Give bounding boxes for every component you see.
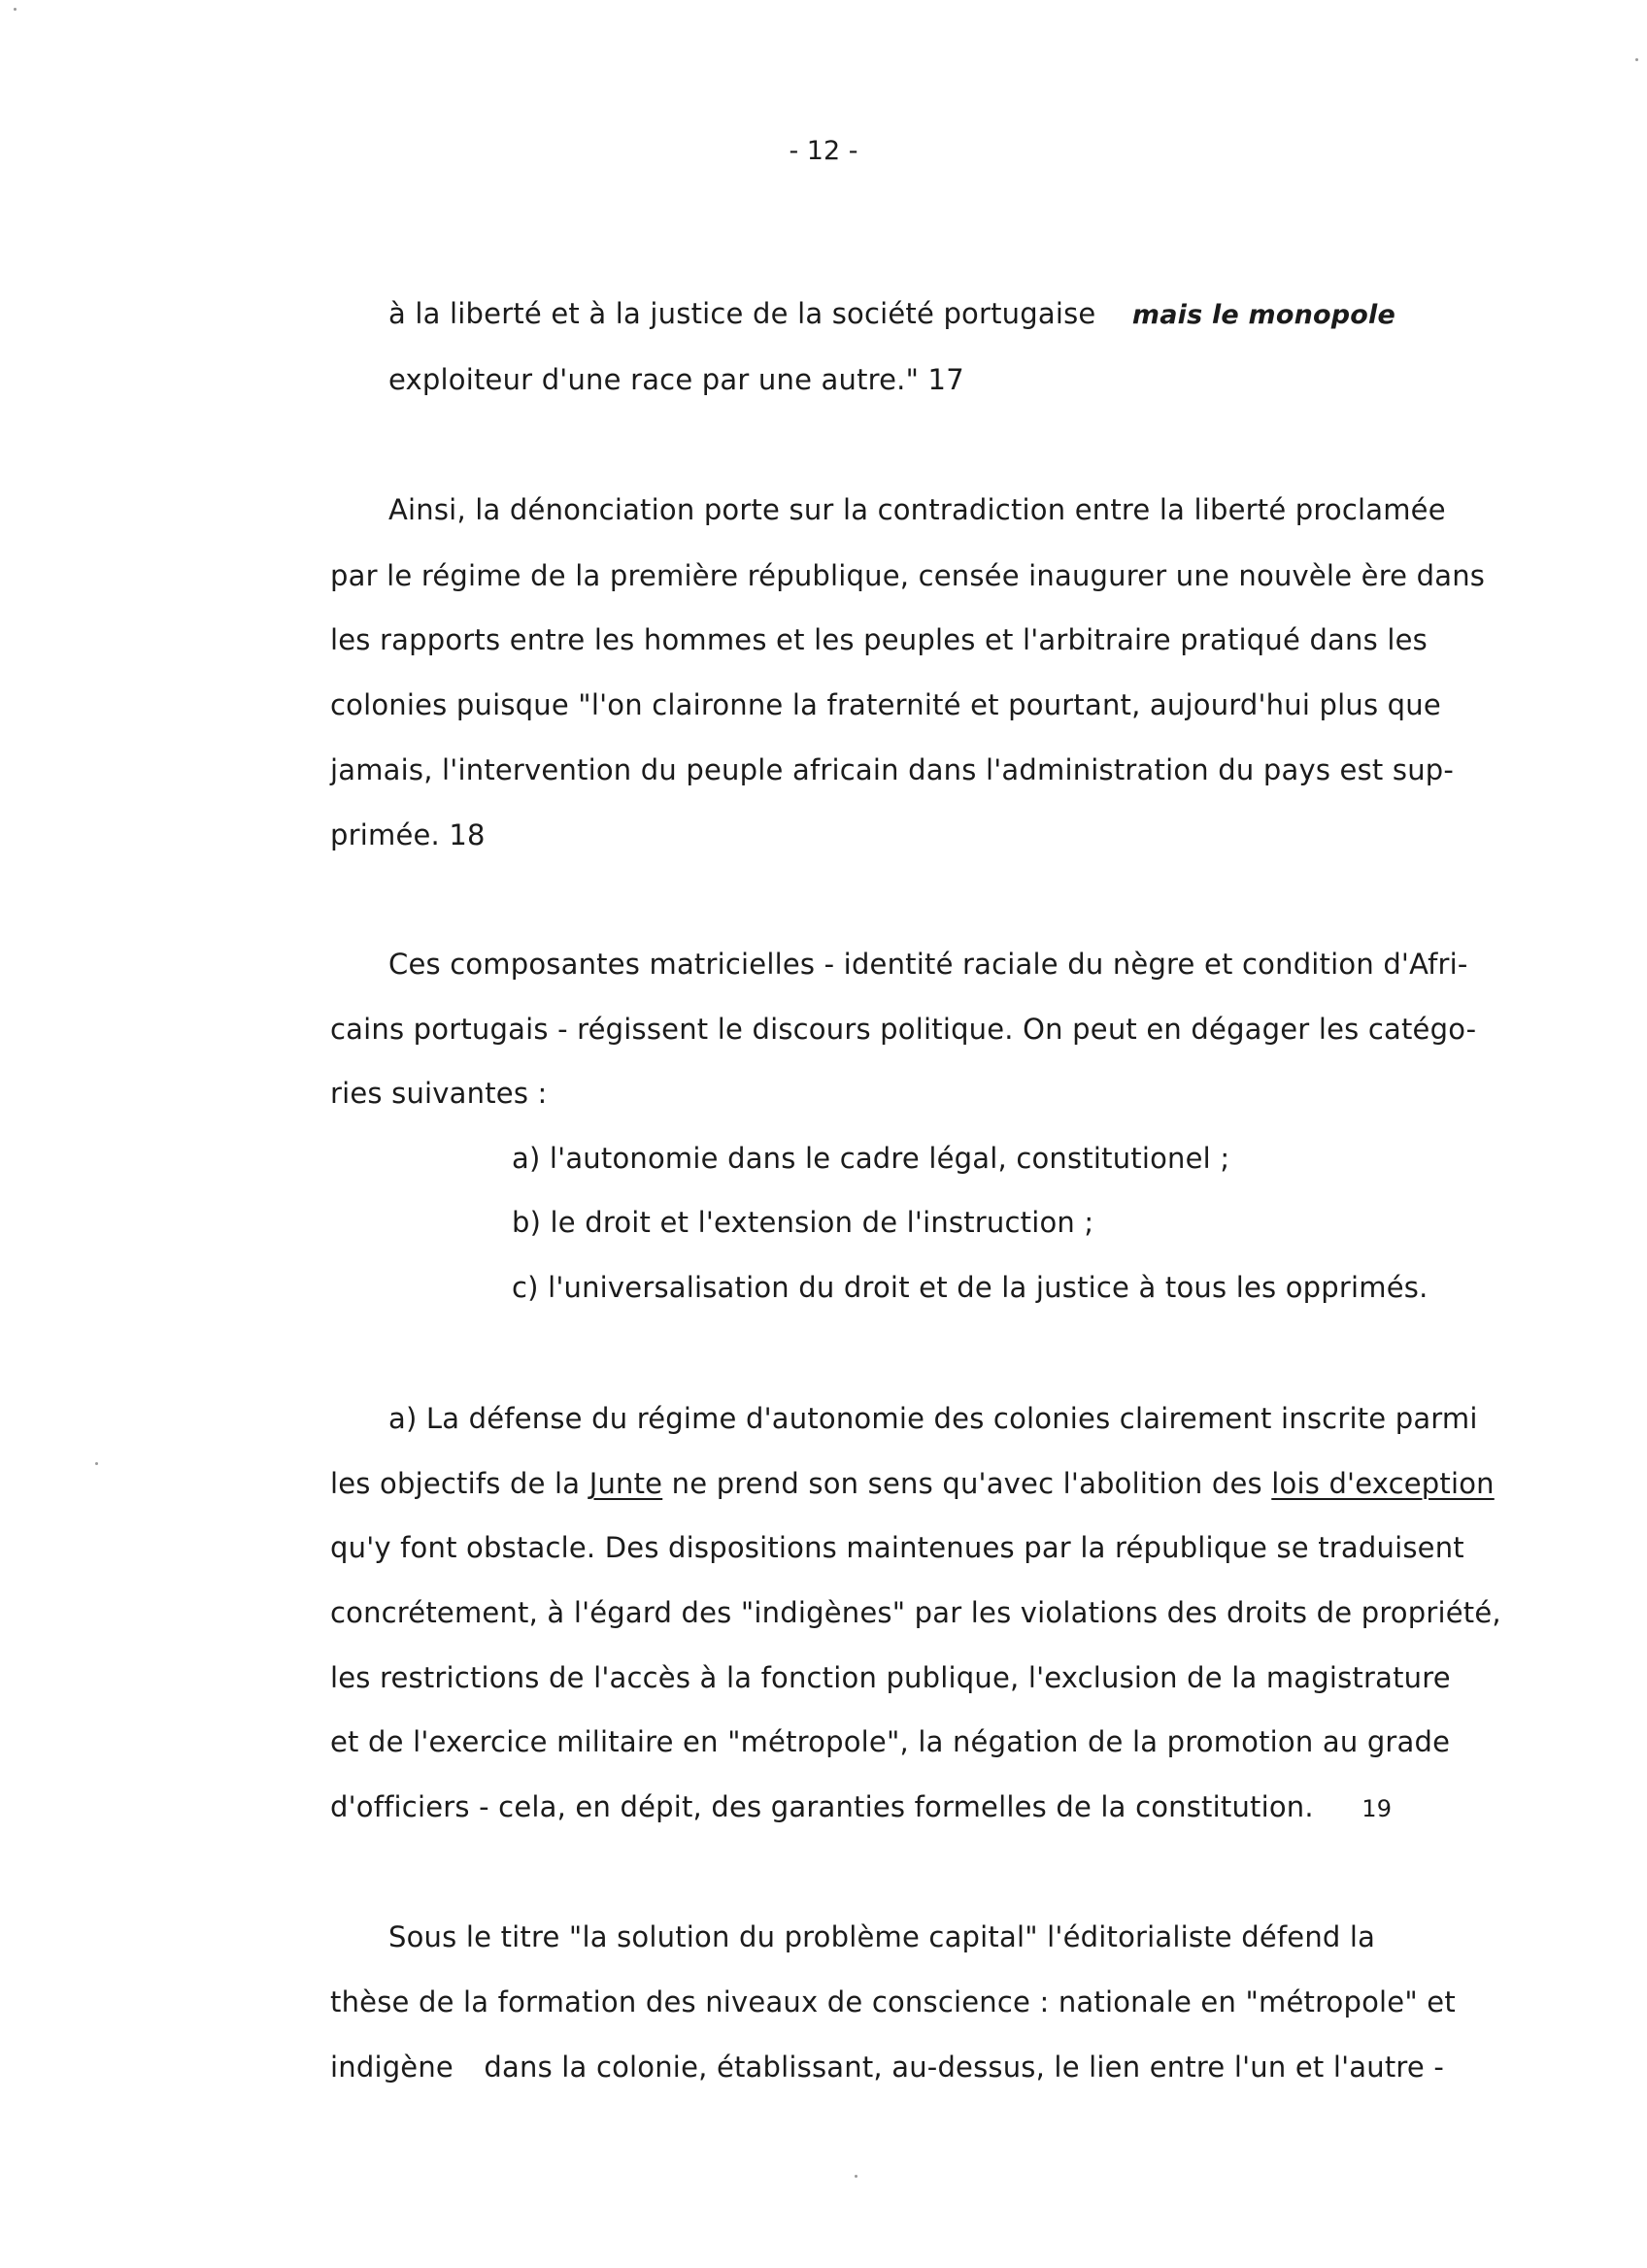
text-span: dans la colonie, établissant, au-dessus, le lien entre l'un et l'autre - bbox=[484, 2051, 1445, 2084]
text-line: Sous le titre "la solution du problème capital" l'éditorialiste défend la bbox=[388, 1920, 1376, 1953]
text-span: à la liberté et à la justice de la société portugaise bbox=[388, 297, 1096, 330]
list-item: b) le droit et l'extension de l'instruction ; bbox=[512, 1206, 1094, 1239]
text-line: primée. 18 bbox=[330, 818, 486, 851]
text-span: indigène bbox=[330, 2051, 454, 2084]
scan-speck bbox=[14, 8, 17, 11]
page-number: - 12 - bbox=[789, 136, 858, 166]
bold-emphasis: mais le monopole bbox=[1131, 300, 1396, 330]
text-span: d'officiers - cela, en dépit, des garanties formelles de la constitution. bbox=[330, 1790, 1314, 1823]
text-line: Ainsi, la dénonciation porte sur la contradiction entre la liberté proclamée bbox=[388, 493, 1446, 526]
text-line bbox=[330, 1790, 1392, 1823]
text-line: exploiteur d'une race par une autre." 17 bbox=[388, 363, 964, 396]
text-line bbox=[330, 2051, 1444, 2084]
text-line: les rapports entre les hommes et les peuples et l'arbitraire pratiqué dans les bbox=[330, 623, 1428, 656]
text-line: Ces composantes matricielles - identité raciale du nègre et condition d'Afri- bbox=[388, 948, 1468, 981]
text-line: a) La défense du régime d'autonomie des colonies clairement inscrite parmi bbox=[388, 1402, 1478, 1435]
underlined-term: Junte bbox=[588, 1467, 663, 1500]
text-line: concrétement, à l'égard des "indigènes" par les violations des droits de propriété, bbox=[330, 1596, 1501, 1629]
text-line: jamais, l'intervention du peuple africain dans l'administration du pays est sup- bbox=[330, 753, 1455, 786]
text-line: colonies puisque "l'on claironne la fraternité et pourtant, aujourd'hui plus que bbox=[330, 688, 1441, 721]
text-line: qu'y font obstacle. Des dispositions maintenues par la république se traduisent bbox=[330, 1531, 1464, 1564]
text-line: cains portugais - régissent le discours politique. On peut en dégager les catégo- bbox=[330, 1013, 1477, 1046]
text-line bbox=[330, 1467, 1495, 1500]
text-span: les objectifs de la bbox=[330, 1467, 589, 1500]
text-span: ne prend son sens qu'avec l'abolition des bbox=[662, 1467, 1272, 1500]
text-line: et de l'exercice militaire en "métropole", la négation de la promotion au grade bbox=[330, 1725, 1451, 1758]
scan-speck bbox=[855, 2175, 857, 2178]
list-item: a) l'autonomie dans le cadre légal, constitutionel ; bbox=[512, 1142, 1230, 1175]
text-line bbox=[388, 297, 1395, 330]
footnote-number: 19 bbox=[1361, 1795, 1393, 1822]
list-item: c) l'universalisation du droit et de la justice à tous les opprimés. bbox=[512, 1271, 1429, 1304]
underlined-term: lois d'exception bbox=[1271, 1467, 1495, 1500]
text-line: ries suivantes : bbox=[330, 1077, 548, 1110]
scan-speck bbox=[1635, 58, 1638, 61]
text-line: par le régime de la première république, censée inaugurer une nouvèle ère dans bbox=[330, 559, 1486, 592]
scan-speck bbox=[95, 1462, 98, 1465]
text-line: thèse de la formation des niveaux de conscience : nationale en "métropole" et bbox=[330, 1985, 1456, 2018]
text-line: les restrictions de l'accès à la fonction publique, l'exclusion de la magistrature bbox=[330, 1661, 1451, 1694]
